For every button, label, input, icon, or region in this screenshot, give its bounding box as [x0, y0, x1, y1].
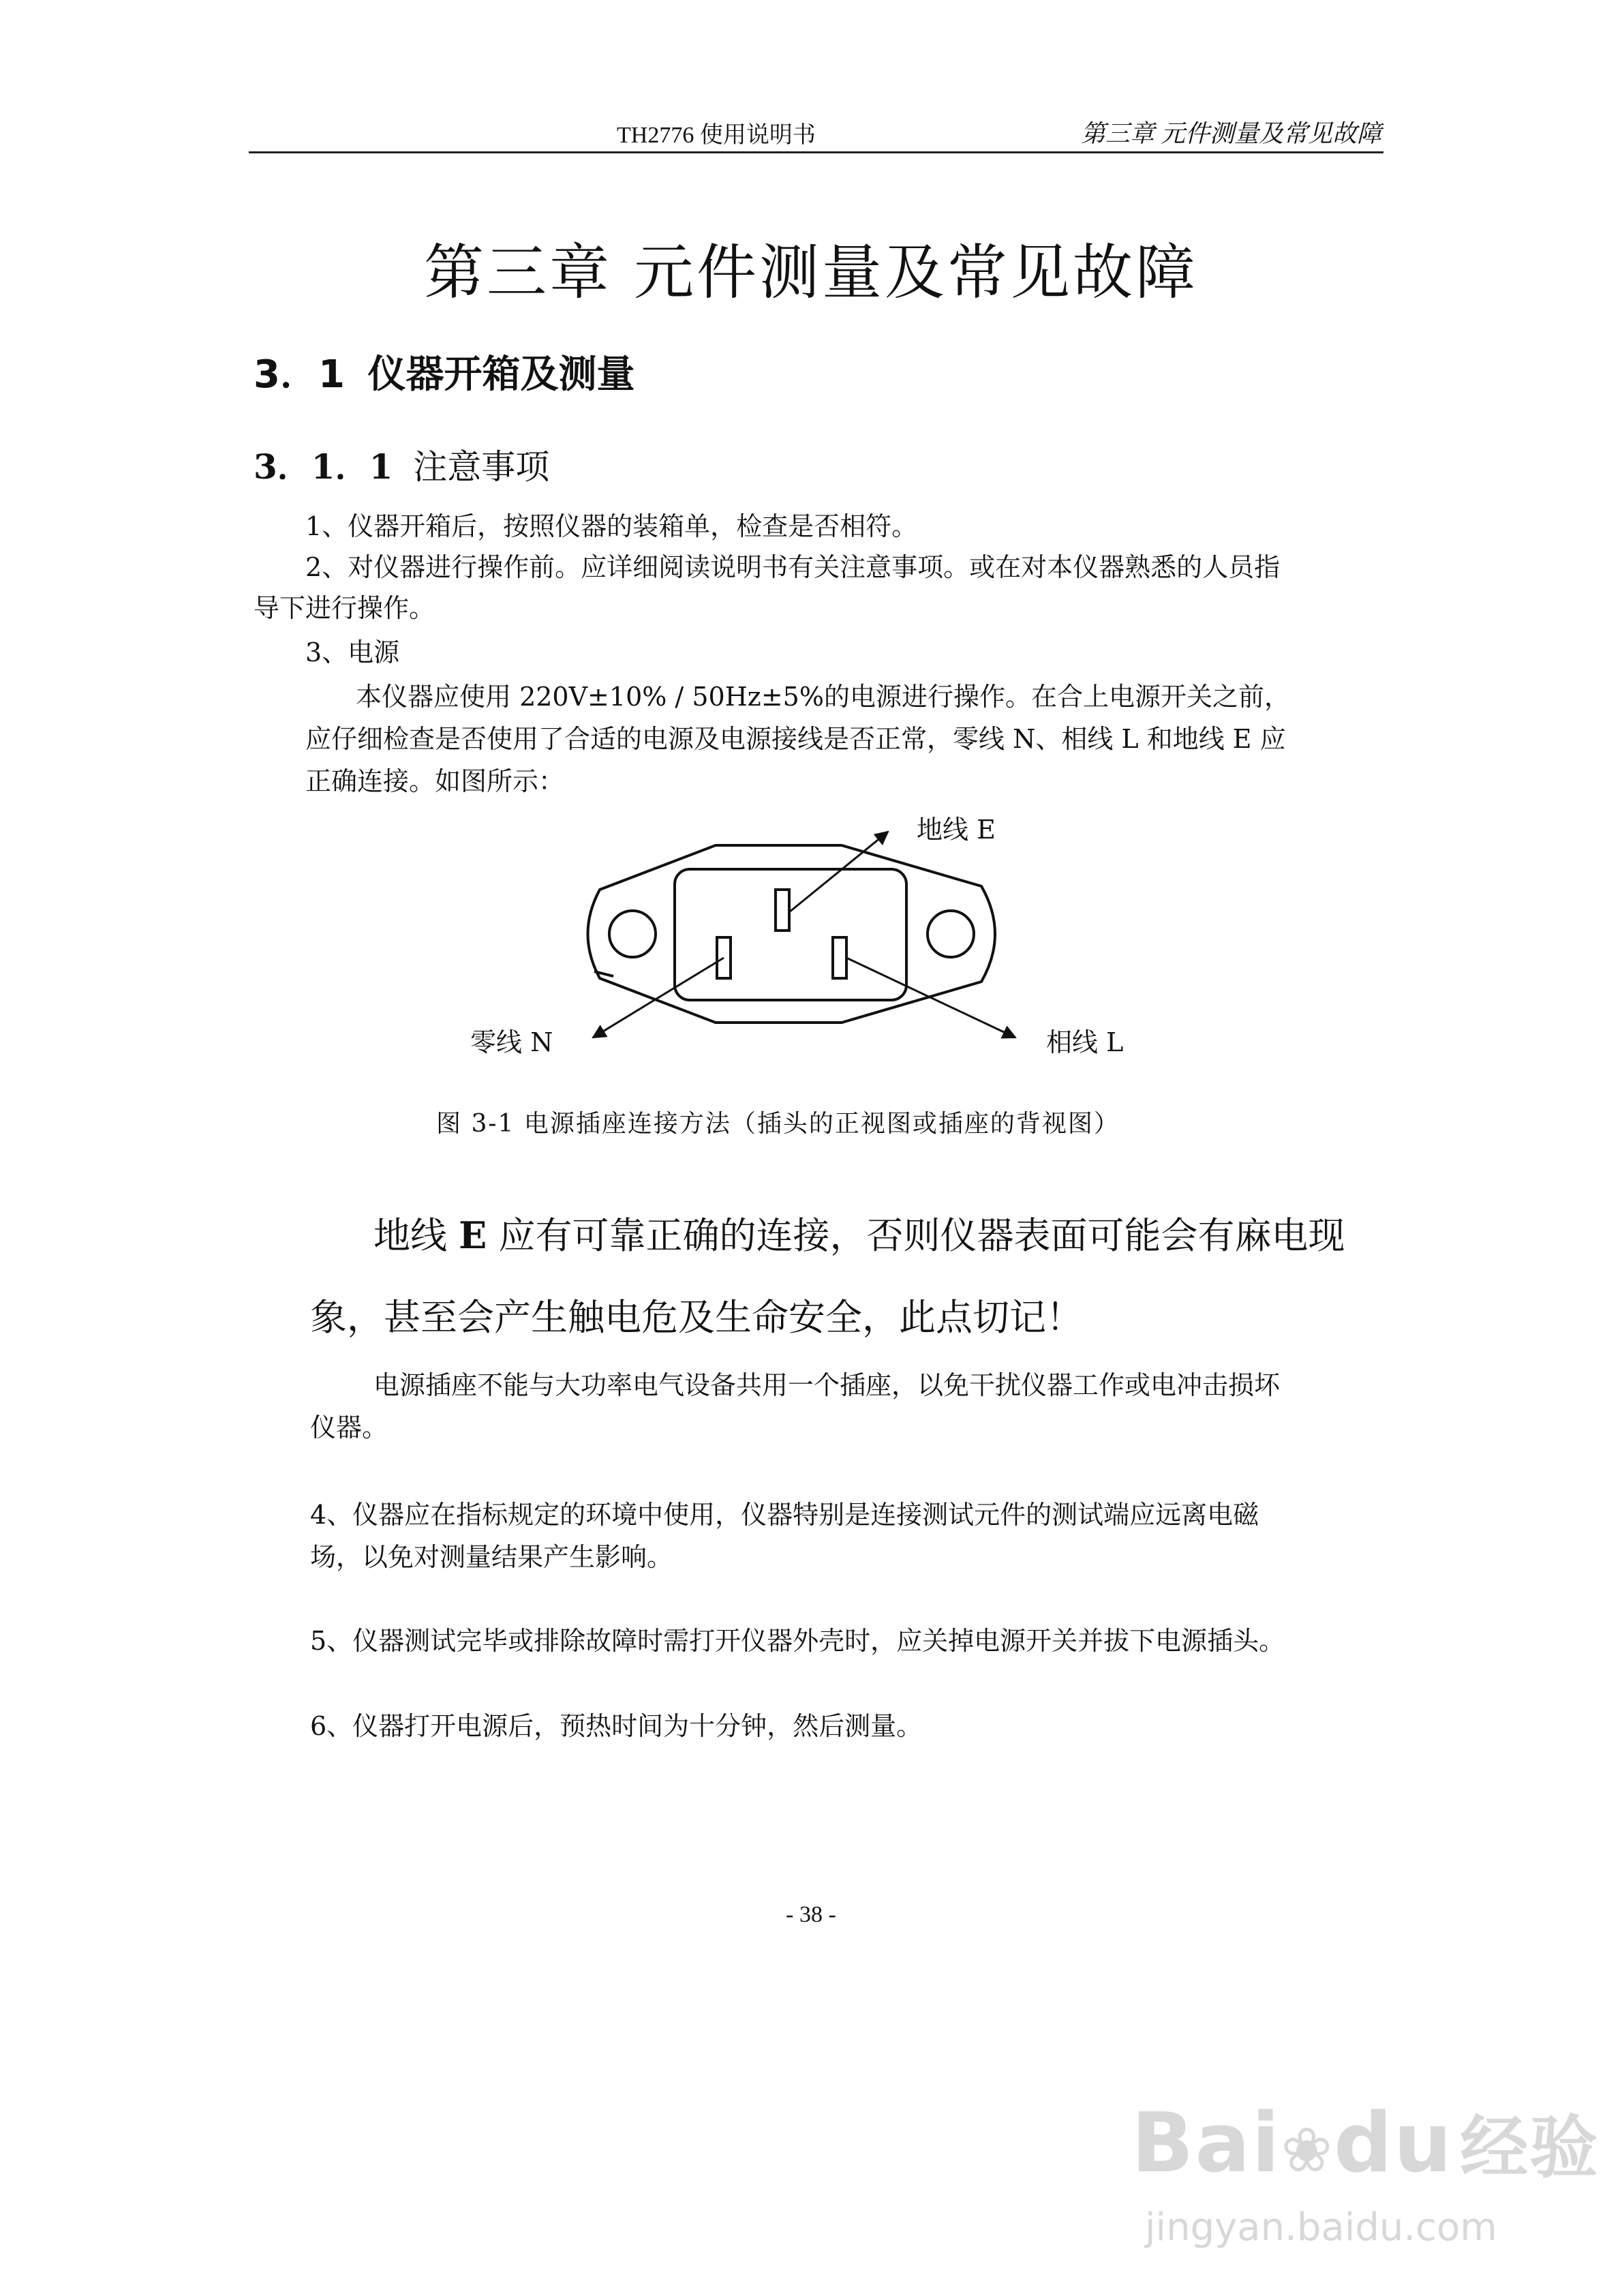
page-number: - 38 -	[786, 1902, 836, 1927]
warning-line-1	[373, 1207, 1345, 1259]
warning-suffix: 应有可靠正确的连接，否则仪器表面可能会有麻电现	[487, 1214, 1345, 1257]
item-2-line-1: 2、对仪器进行操作前。应详细阅读说明书有关注意事项。或在对本仪器熟悉的人员指	[305, 552, 1281, 582]
label-neutral: 零线 N	[470, 1027, 553, 1057]
right-mounting-hole	[928, 911, 974, 957]
power-line-3: 正确连接。如图所示：	[305, 766, 565, 796]
power-socket-diagram	[0, 0, 1622, 1104]
ground-pin	[776, 890, 789, 931]
item-3: 3、电源	[305, 637, 400, 667]
header-left: TH2776 使用说明书	[617, 123, 816, 148]
watermark-url: jingyan.baidu.com	[1145, 2205, 1497, 2250]
socket-note-line-1: 电源插座不能与大功率电气设备共用一个插座，以免干扰仪器工作或电冲击损坏	[373, 1370, 1281, 1400]
label-live: 相线 L	[1046, 1027, 1124, 1057]
header-right: 第三章 元件测量及常见故障	[1080, 120, 1381, 147]
power-line-2: 应仔细检查是否使用了合适的电源及电源接线是否正常，零线 N、相线 L 和地线 E 应	[305, 724, 1286, 754]
item-6: 6、仪器打开电源后，预热时间为十分钟，然后测量。	[310, 1711, 923, 1741]
chapter-title: 第三章 元件测量及常见故障	[424, 237, 1198, 307]
label-ground: 地线 E	[917, 815, 996, 845]
item-1: 1、仪器开箱后，按照仪器的装箱单，检查是否相符。	[305, 511, 918, 541]
warning-line-2: 象，甚至会产生触电危及生命安全，此点切记！	[310, 1296, 1083, 1339]
live-pin	[833, 937, 846, 978]
subsection-number: 3．1．1	[254, 447, 393, 487]
paw-icon: ❀	[1281, 2115, 1334, 2186]
watermark-brand: Bai	[1131, 2096, 1281, 2191]
baidu-jingyan-watermark	[1104, 2086, 1600, 2277]
warning-bold-e: E	[459, 1213, 487, 1257]
section-number: 3．1	[254, 352, 345, 397]
socket-note-line-2: 仪器。	[310, 1413, 388, 1442]
watermark-suffix: 经验	[1460, 2108, 1600, 2188]
figure-caption: 图 3-1 电源插座连接方法（插头的正视图或插座的背视图）	[436, 1110, 1120, 1138]
subsection-title: 注意事项	[413, 447, 550, 487]
plug-outline	[588, 845, 996, 1023]
warning-prefix: 地线	[373, 1214, 459, 1257]
left-mounting-hole	[609, 911, 656, 957]
item-2-line-2: 导下进行操作。	[254, 593, 435, 623]
live-arrow	[846, 958, 1015, 1038]
item-4-line-1: 4、仪器应在指标规定的环境中使用，仪器特别是连接测试元件的测试端应远离电磁	[310, 1500, 1259, 1530]
neutral-arrow	[593, 958, 724, 1038]
section-title: 仪器开箱及测量	[367, 352, 635, 397]
watermark-brand-2: du	[1334, 2096, 1454, 2191]
item-4-line-2: 场，以免对测量结果产生影响。	[310, 1542, 673, 1572]
item-5: 5、仪器测试完毕或排除故障时需打开仪器外壳时，应关掉电源开关并拔下电源插头。	[310, 1626, 1285, 1656]
ground-arrow	[789, 832, 888, 912]
power-line-1: 本仪器应使用 220V±10% / 50Hz±5%的电源进行操作。在合上电源开关之前，	[356, 682, 1290, 712]
